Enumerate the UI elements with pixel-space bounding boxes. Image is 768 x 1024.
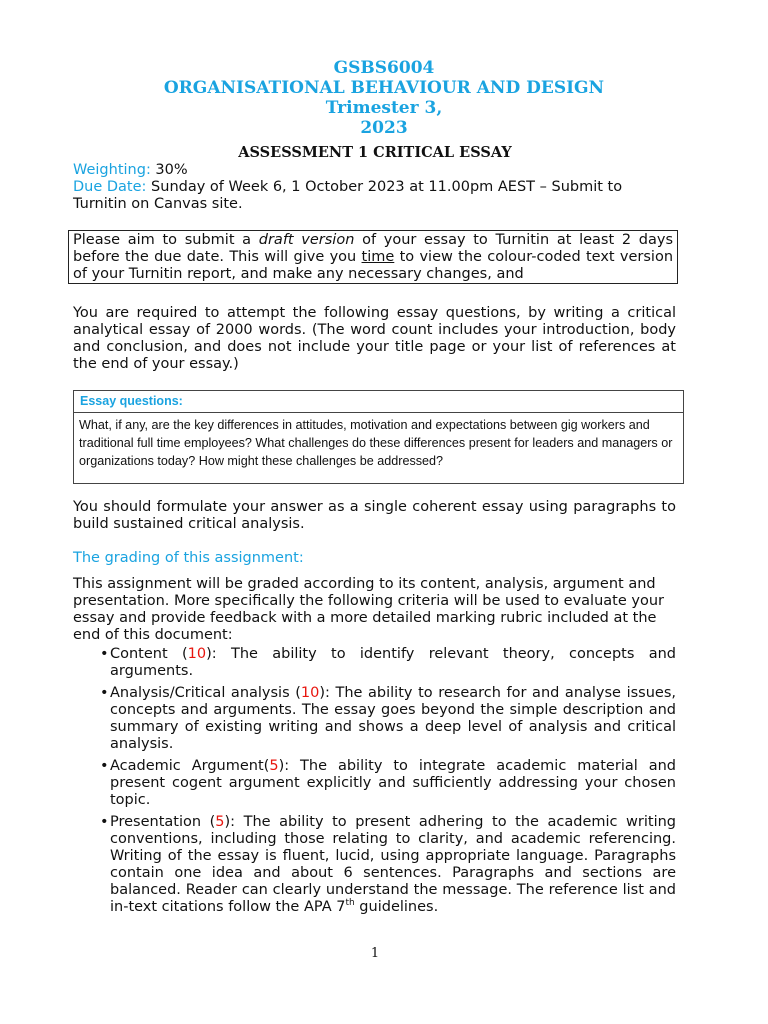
essay-questions-heading: Essay questions: (74, 391, 683, 413)
course-name: ORGANISATIONAL BEHAVIOUR AND DESIGN (163, 78, 605, 98)
criterion-description: ): The ability to present adhering to the academic writing conventions, including those relating to clarity, and academic referencing. Writing of the essay is fluent, lucid, using appropriate language. Paragraphs contain one idea and about 6 sentences. Paragraphs and sections are balanced. Reader can clearly understand the message. The reference list and in-text citations follow the APA 7 (110, 814, 676, 915)
draft-submission-note (68, 230, 678, 284)
criterion-points: 5 (269, 758, 279, 774)
bullet-icon: • (100, 685, 109, 701)
criterion-name: Presentation ( (110, 814, 216, 830)
draft-note-text-3: to view the colour-coded text version of your Turnitin report, and make any necessary changes, and (73, 249, 674, 282)
essay-questions-box (73, 390, 684, 484)
due-date-value-line1: Sunday of Week 6, 1 October 2023 at 11.00pm AEST – Submit to (146, 179, 623, 195)
weighting-label: Weighting: (73, 162, 151, 178)
superscript: th (345, 898, 355, 909)
assessment-title: ASSESSMENT 1 CRITICAL ESSAY (238, 144, 512, 161)
criteria-list (100, 646, 676, 921)
trimester: Trimester 3, (325, 98, 443, 118)
criterion-name: Content ( (110, 646, 188, 662)
draft-note-emphasis: draft version (258, 232, 355, 248)
grading-paragraph: This assignment will be graded according to its content, analysis, argument and presentation. More specifically the following criteria will be used to evaluate your essay and provide feedback with a more detailed marking rubric included at the end of this document: (73, 576, 664, 643)
criterion-points: 10 (300, 685, 320, 701)
criterion-name: Analysis/Critical analysis ( (110, 685, 301, 701)
essay-questions-text: What, if any, are the key differences in attitudes, motivation and expectations between gig workers and traditional full time employees? What challenges do these differences present for leaders and managers or organizations today? How might these challenges be addressed? (79, 418, 673, 468)
course-header (0, 58, 768, 138)
due-date-value-line2: Turnitin on Canvas site. (73, 196, 243, 212)
bullet-icon: • (100, 814, 109, 830)
draft-note-text-1: Please aim to submit a (73, 232, 259, 248)
due-date-label: Due Date: (73, 179, 147, 195)
year: 2023 (360, 118, 408, 138)
draft-note-text-2: of your essay to Turnitin at least 2 days before the due date. This will give you (73, 232, 673, 265)
criterion-points: 10 (187, 646, 207, 662)
formulate-paragraph: You should formulate your answer as a single coherent essay using paragraphs to build sustained critical analysis. (73, 499, 676, 532)
page-number: 1 (370, 946, 380, 961)
criterion-analysis (100, 685, 676, 753)
due-date-line (73, 179, 693, 213)
criterion-description: ): The ability to integrate academic material and present cogent argument explicitly and sufficiently addressing your chosen topic. (110, 758, 676, 808)
weighting-value: 30% (150, 162, 188, 178)
grading-heading: The grading of this assignment: (73, 550, 304, 566)
criterion-description: ): The ability to identify relevant theory, concepts and arguments. (110, 646, 676, 679)
bullet-icon: • (100, 646, 109, 662)
criterion-description: ): The ability to research for and analyse issues, concepts and arguments. The essay goes beyond the simple description and summary of existing writing and shows a deep level of analysis and critical analysis. (110, 685, 676, 752)
weighting-line (73, 162, 693, 179)
criterion-name: Academic Argument( (110, 758, 270, 774)
criterion-academic-argument (100, 758, 676, 809)
bullet-icon: • (100, 758, 109, 774)
criterion-presentation (100, 814, 676, 916)
criterion-description-tail: guidelines. (354, 899, 439, 915)
criterion-content (100, 646, 676, 680)
draft-note-underlined: time (361, 249, 395, 265)
course-code: GSBS6004 (333, 58, 435, 78)
intro-paragraph: You are required to attempt the following essay questions, by writing a critical analytical essay of 2000 words. (The word count includes your introduction, body and conclusion, and does not include your title page or your list of references at the end of your essay.) (73, 305, 676, 372)
criterion-points: 5 (215, 814, 225, 830)
